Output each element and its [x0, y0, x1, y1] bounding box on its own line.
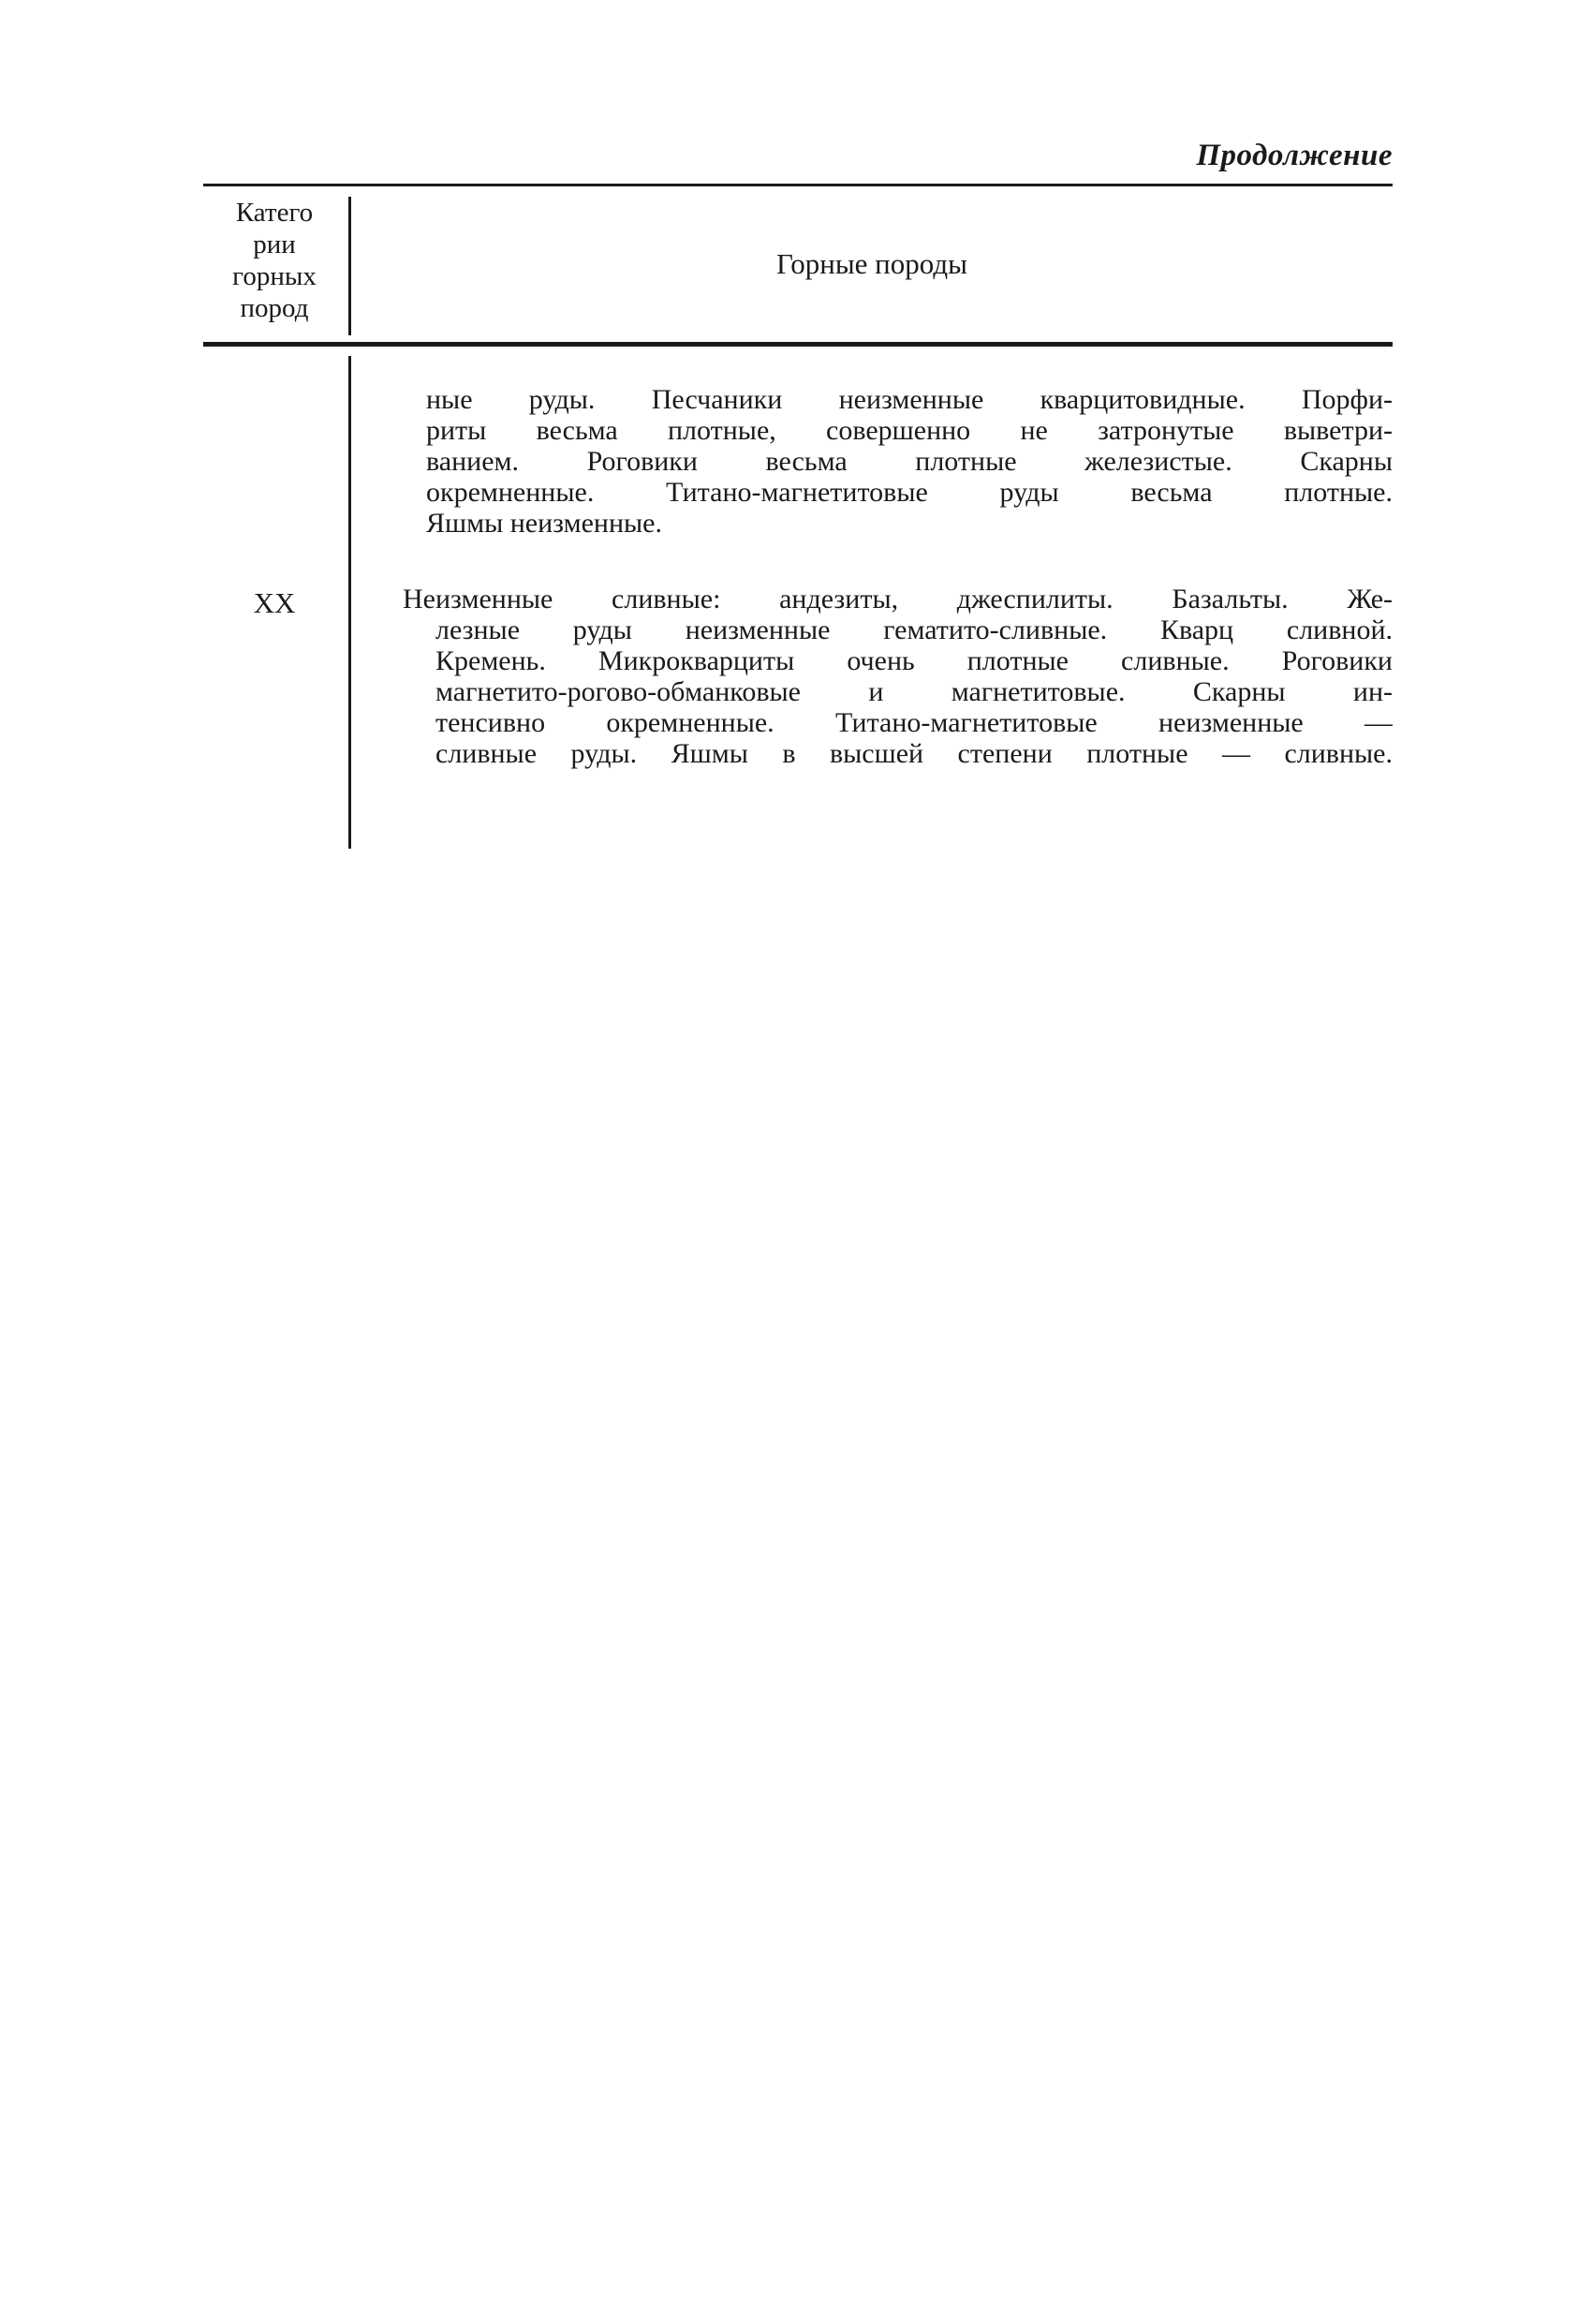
text-line: тенсивно окремненные. Титано-магнетитовые неизменные —: [435, 707, 1393, 738]
body-column-divider: [348, 356, 351, 849]
column-header-category-line: Катего: [235, 198, 314, 228]
column-header-rocks: Горные породы: [776, 247, 967, 280]
column-header-category-line: горных: [232, 261, 317, 291]
column-header-category-line: рии: [253, 229, 296, 259]
text-line: риты весьма плотные, совершенно не затронутые выветри-: [426, 415, 1393, 446]
text-line: окремненные. Титано-магнетитовые руды весьма плотные.: [426, 477, 1393, 508]
column-header-category: [203, 197, 346, 324]
text-line: Яшмы неизменные.: [426, 508, 662, 539]
column-header-category-line: пород: [240, 293, 309, 323]
text-line: лезные руды неизменные гематито-сливные. Кварц сливной.: [435, 614, 1393, 645]
category-xx-label: XX: [253, 586, 296, 619]
text-line: магнетито-рогово-обманковые и магнетитовые. Скарны ин-: [435, 676, 1393, 707]
text-line: ные руды. Песчаники неизменные кварцитовидные. Порфи-: [426, 384, 1393, 415]
category-xx-text: [403, 584, 1393, 769]
header-bottom-rule: [203, 342, 1393, 347]
text-line: Неизменные сливные: андезиты, джеспилиты. Базальты. Же-: [403, 584, 1393, 614]
table-row-continued-text: [426, 384, 1393, 539]
continuation-label: Продолжение: [1196, 139, 1393, 172]
text-line: сливные руды. Яшмы в высшей степени плотные — сливные.: [435, 738, 1393, 769]
table-top-rule: [203, 184, 1393, 186]
text-line: ванием. Роговики весьма плотные железистые. Скарны: [426, 446, 1393, 477]
text-line: Кремень. Микрокварциты очень плотные сливные. Роговики: [435, 645, 1393, 676]
